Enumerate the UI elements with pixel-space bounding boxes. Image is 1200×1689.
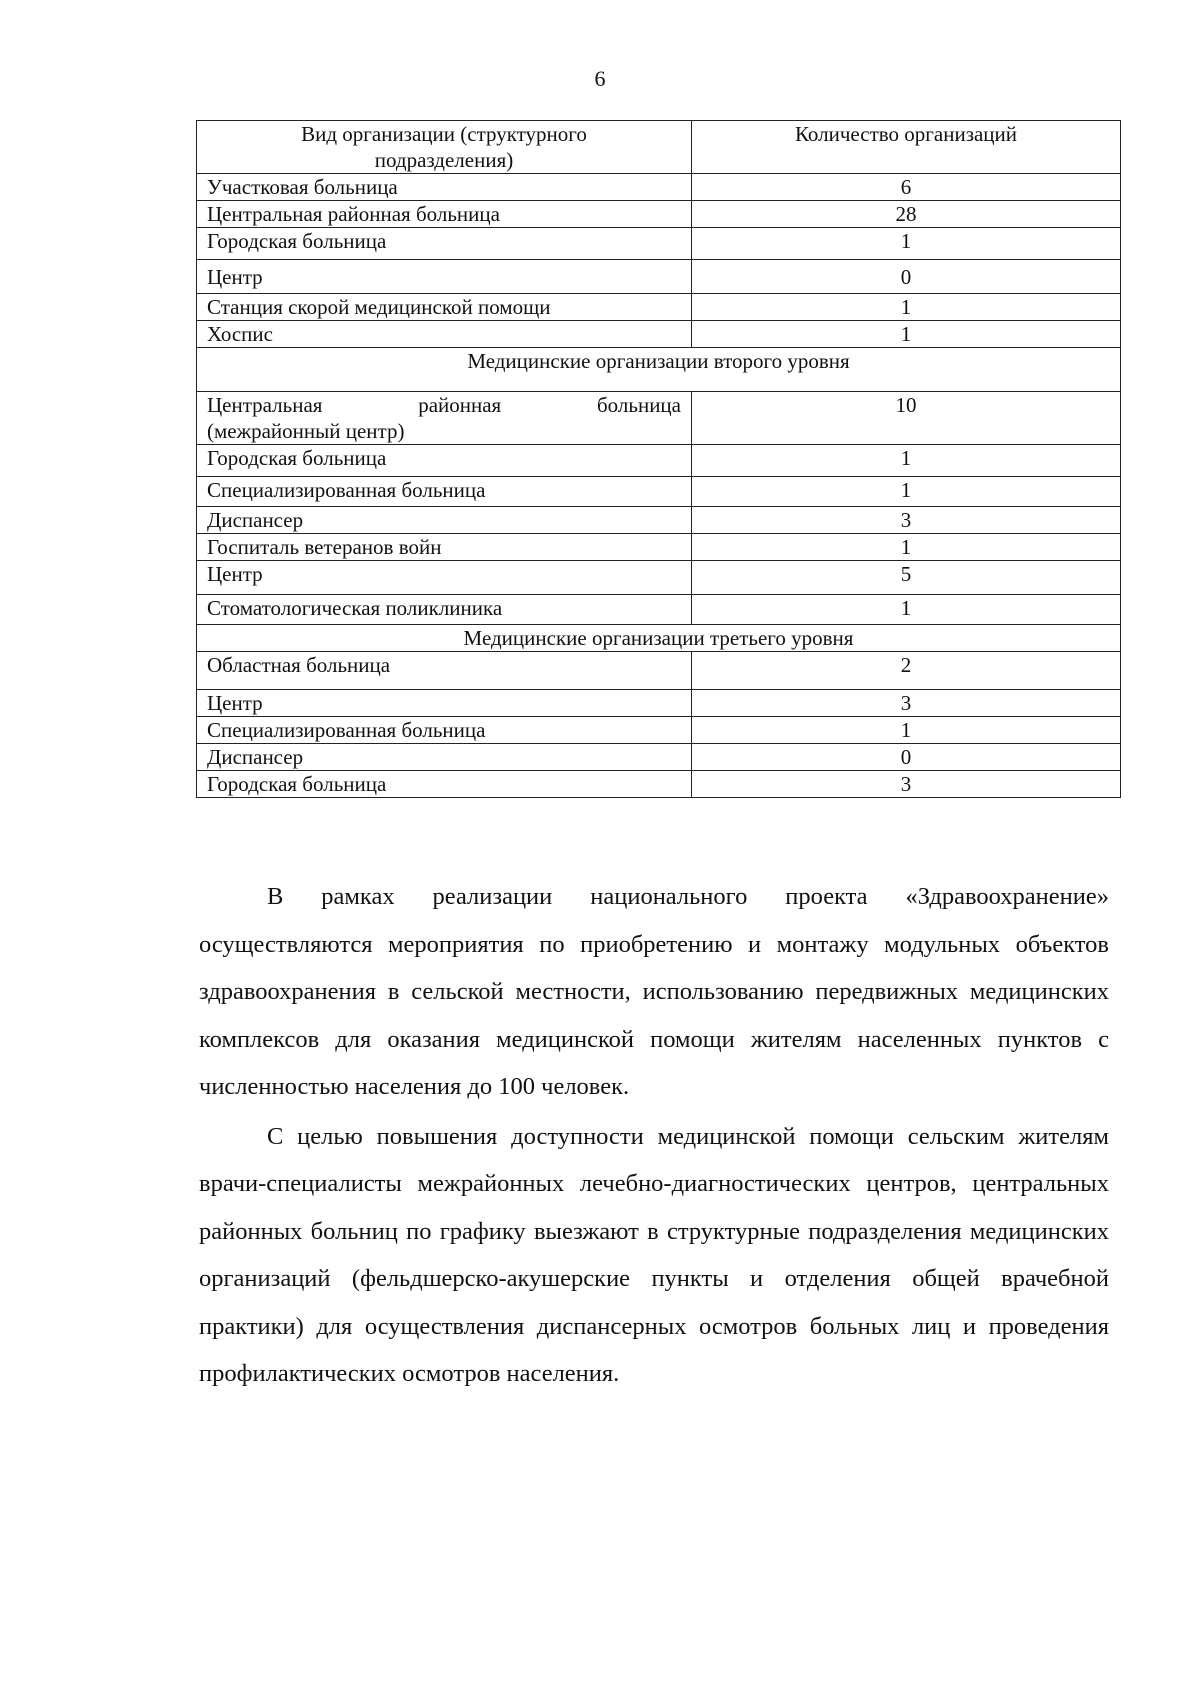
cell-count: 1 <box>692 228 1121 260</box>
table-row <box>197 294 1121 321</box>
column-header-type: Вид организации (структурного подразделения) <box>197 121 692 174</box>
cell-type: Диспансер <box>197 744 692 771</box>
table-row <box>197 507 1121 534</box>
cell-count: 1 <box>692 717 1121 744</box>
cell-count: 10 <box>692 392 1121 445</box>
cell-count: 6 <box>692 174 1121 201</box>
cell-count: 5 <box>692 561 1121 595</box>
paragraph: С целью повышения доступности медицинской помощи сельским жителям врачи-специалисты межрайонных лечебно-диагностических центров, центральных районных больниц по графику выезжают в структурные подразделения медицинских организаций (фельдшерско-акушерские пункты и отделения общей врачебной практики) для осуществления диспансерных осмотров больных лиц и проведения профилактических осмотров населения. <box>199 1122 1109 1387</box>
section-title: Медицинские организации третьего уровня <box>197 625 1121 652</box>
cell-type: Центральная районная больница <box>197 201 692 228</box>
table-row <box>197 744 1121 771</box>
cell-count: 1 <box>692 321 1121 348</box>
cell-type <box>197 392 692 445</box>
table-row <box>197 201 1121 228</box>
cell-count: 1 <box>692 294 1121 321</box>
cell-type: Городская больница <box>197 445 692 477</box>
table-row <box>197 321 1121 348</box>
table-row <box>197 392 1121 445</box>
body-text <box>199 873 1109 1398</box>
cell-type: Специализированная больница <box>197 717 692 744</box>
cell-count: 1 <box>692 445 1121 477</box>
table-row <box>197 477 1121 507</box>
cell-count: 3 <box>692 507 1121 534</box>
cell-count: 28 <box>692 201 1121 228</box>
cell-count: 3 <box>692 690 1121 717</box>
table-row <box>197 534 1121 561</box>
cell-type: Центр <box>197 690 692 717</box>
cell-type: Городская больница <box>197 228 692 260</box>
cell-type-line-1: Центральная районная больница <box>207 393 681 417</box>
table-row <box>197 595 1121 625</box>
organizations-table <box>196 120 1121 798</box>
cell-type: Центр <box>197 561 692 595</box>
page-number: 6 <box>594 66 606 91</box>
table-row <box>197 771 1121 798</box>
cell-count: 0 <box>692 744 1121 771</box>
cell-type: Участковая больница <box>197 174 692 201</box>
cell-type: Городская больница <box>197 771 692 798</box>
section-title: Медицинские организации второго уровня <box>197 348 1121 392</box>
cell-count: 1 <box>692 534 1121 561</box>
table-row <box>197 561 1121 595</box>
table-row <box>197 445 1121 477</box>
cell-count: 1 <box>692 477 1121 507</box>
section-title-row <box>197 625 1121 652</box>
cell-type: Госпиталь ветеранов войн <box>197 534 692 561</box>
table-row <box>197 260 1121 294</box>
cell-type: Областная больница <box>197 652 692 690</box>
cell-count: 0 <box>692 260 1121 294</box>
section-title-row <box>197 348 1121 392</box>
cell-type: Специализированная больница <box>197 477 692 507</box>
cell-type: Центр <box>197 260 692 294</box>
table-header-row <box>197 121 1121 174</box>
cell-count: 3 <box>692 771 1121 798</box>
cell-type: Диспансер <box>197 507 692 534</box>
column-header-count: Количество организаций <box>692 121 1121 174</box>
cell-type: Хоспис <box>197 321 692 348</box>
table-row <box>197 690 1121 717</box>
table-row <box>197 174 1121 201</box>
table-row <box>197 717 1121 744</box>
table-row <box>197 228 1121 260</box>
cell-type: Стоматологическая поликлиника <box>197 595 692 625</box>
paragraph: В рамках реализации национального проекта «Здравоохранение» осуществляются мероприятия по приобретению и монтажу модульных объектов здравоохранения в сельской местности, использованию передвижных медицинских комплексов для оказания медицинской помощи жителям населенных пунктов с численностью населения до 100 человек. <box>199 883 1109 1100</box>
cell-type: Станция скорой медицинской помощи <box>197 294 692 321</box>
cell-count: 1 <box>692 595 1121 625</box>
cell-count: 2 <box>692 652 1121 690</box>
table-row <box>197 652 1121 690</box>
cell-type-line-2: (межрайонный центр) <box>207 419 405 443</box>
